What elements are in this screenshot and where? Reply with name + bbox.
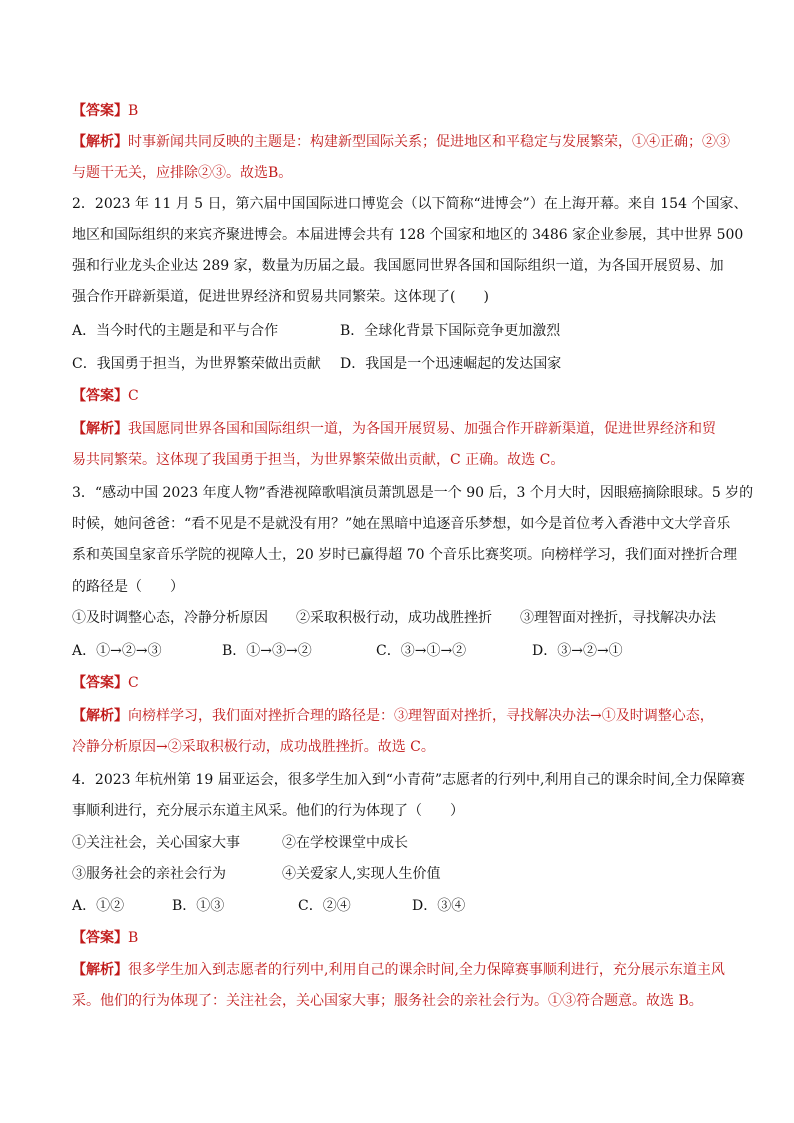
q3-option-b: B．①→③→② xyxy=(222,643,312,659)
q4-analysis-line1 xyxy=(72,955,724,986)
q2-stem-line2: 地区和国际组织的来宾齐聚进博会。本届进博会共有 128 个国家和地区的 3486 家企业参展，其中世界 500 xyxy=(72,227,744,243)
analysis-text: 我国愿同世界各国和国际组织一道，为各国开展贸易、加强合作开辟新渠道，促进世界经济和贸 xyxy=(128,421,716,437)
q4-option-a: A．①② xyxy=(72,898,125,914)
analysis-tag: 【解析】 xyxy=(72,962,128,978)
q2-analysis-line2: 易共同繁荣。这体现了我国勇于担当，为世界繁荣做出贡献，C 正确。故选 C。 xyxy=(72,452,565,468)
q4-stem-line2: 事顺利进行，充分展示东道主风采。他们的行为体现了（ ） xyxy=(72,803,464,819)
q4-option-d: D．③④ xyxy=(412,898,466,914)
q1-analysis-line1 xyxy=(72,127,730,158)
q4-item-4: ④关爱家人,实现人生价值 xyxy=(282,866,441,882)
q3-answer-line xyxy=(72,668,724,699)
analysis-tag: 【解析】 xyxy=(72,708,128,724)
q3-items: ①及时调整心态，冷静分析原因 ②采取积极行动，成功战胜挫折 ③理智面对挫折，寻找解决办法 xyxy=(72,610,716,626)
q4-options-row xyxy=(72,891,724,922)
q4-analysis-line2: 采。他们的行为体现了：关注社会，关心国家大事；服务社会的亲社会行为。①③符合题意。故选 B。 xyxy=(72,993,703,1009)
q4-option-c: C．②④ xyxy=(298,898,351,914)
q1-answer-line xyxy=(72,96,724,127)
q4-items-row2 xyxy=(72,859,724,890)
q3-option-c: C．③→①→② xyxy=(376,643,467,659)
q4-items-row1 xyxy=(72,828,724,859)
analysis-text: 向榜样学习，我们面对挫折合理的路径是： xyxy=(128,708,394,724)
answer-tag: 【答案】 xyxy=(72,103,128,119)
q4-answer-line xyxy=(72,923,724,954)
answer-value: B xyxy=(128,930,139,946)
q2-option-d: D．我国是一个迅速崛起的发达国家 xyxy=(340,356,562,372)
q2-options-row2 xyxy=(72,349,724,380)
q4-item-1: ①关注社会，关心国家大事 xyxy=(72,835,240,851)
q4-stem-line1: 4．2023 年杭州第 19 届亚运会，很多学生加入到“小青荷”志愿者的行列中,利用自己的课余时间,全力保障赛 xyxy=(72,772,745,788)
q3-stem-line3: 系和英国皇家音乐学院的视障人士，20 岁时已赢得超 70 个音乐比赛奖项。向榜样学习，我们面对挫折合理 xyxy=(72,547,737,563)
analysis-text: 冷静分析原因→ xyxy=(72,739,168,755)
answer-tag: 【答案】 xyxy=(72,930,128,946)
answer-value: C xyxy=(128,388,139,404)
q3-analysis-line2 xyxy=(72,732,724,763)
q4-option-b: B．①③ xyxy=(172,898,225,914)
q3-option-a: A．①→②→③ xyxy=(72,643,162,659)
q2-options-row1 xyxy=(72,316,724,347)
q2-answer-line xyxy=(72,381,724,412)
q3-options-row xyxy=(72,636,724,667)
q3-stem-line2: 时候，她问爸爸：“看不见是不是就没有用？”她在黑暗中追逐音乐梦想，如今是首位考入香港中文大学音乐 xyxy=(72,516,731,532)
q2-option-a: A．当今时代的主题是和平与合作 xyxy=(72,323,279,339)
q3-option-d: D．③→②→① xyxy=(532,643,623,659)
q2-stem-line4: 强合作开辟新渠道，促进世界经济和贸易共同繁荣。这体现了( ) xyxy=(72,289,489,305)
analysis-tag: 【解析】 xyxy=(72,421,128,437)
q1-analysis-line2: 与题干无关，应排除②③。故选B。 xyxy=(72,165,293,181)
analysis-text: 时事新闻共同反映的主题是：构建新型国际关系；促进地区和平稳定与发展繁荣，①④正确；②③ xyxy=(128,134,730,150)
q3-stem-line1: 3．“感动中国 2023 年度人物”香港视障歌唱演员萧凯恩是一个 90 后，3 个月大时，因眼癌摘除眼球。5 岁的 xyxy=(72,485,754,501)
answer-tag: 【答案】 xyxy=(72,675,128,691)
q2-analysis-line1 xyxy=(72,414,724,445)
analysis-highlight: ③理智面对挫折，寻找解决办法→①及时调整心态， xyxy=(394,708,714,724)
analysis-highlight: ②采取积极行动，成功战胜挫折。 xyxy=(167,739,378,755)
q2-option-b: B．全球化背景下国际竞争更加激烈 xyxy=(340,323,561,339)
q2-stem-line1: 2．2023 年 11 月 5 日，第六届中国国际进口博览会（以下简称“进博会”）在上海开幕。来自 154 个国家、 xyxy=(72,196,748,212)
answer-value: B xyxy=(128,103,139,119)
q4-item-2: ②在学校课堂中成长 xyxy=(282,835,408,851)
q2-stem-line3: 强和行业龙头企业达 289 家，数量为历届之最。我国愿同世界各国和国际组织一道，为各国开展贸易、加 xyxy=(72,258,724,274)
q2-option-c: C．我国勇于担当，为世界繁荣做出贡献 xyxy=(72,356,321,372)
analysis-text: 很多学生加入到志愿者的行列中,利用自己的课余时间,全力保障赛事顺利进行，充分展示东道主风 xyxy=(128,962,725,978)
analysis-conclusion: 故选 C。 xyxy=(377,739,435,755)
q4-item-3: ③服务社会的亲社会行为 xyxy=(72,866,226,882)
analysis-tag: 【解析】 xyxy=(72,134,128,150)
q3-analysis-line1 xyxy=(72,701,724,732)
answer-value: C xyxy=(128,675,139,691)
answer-tag: 【答案】 xyxy=(72,388,128,404)
q3-stem-line4: 的路径是（ ） xyxy=(72,579,184,595)
